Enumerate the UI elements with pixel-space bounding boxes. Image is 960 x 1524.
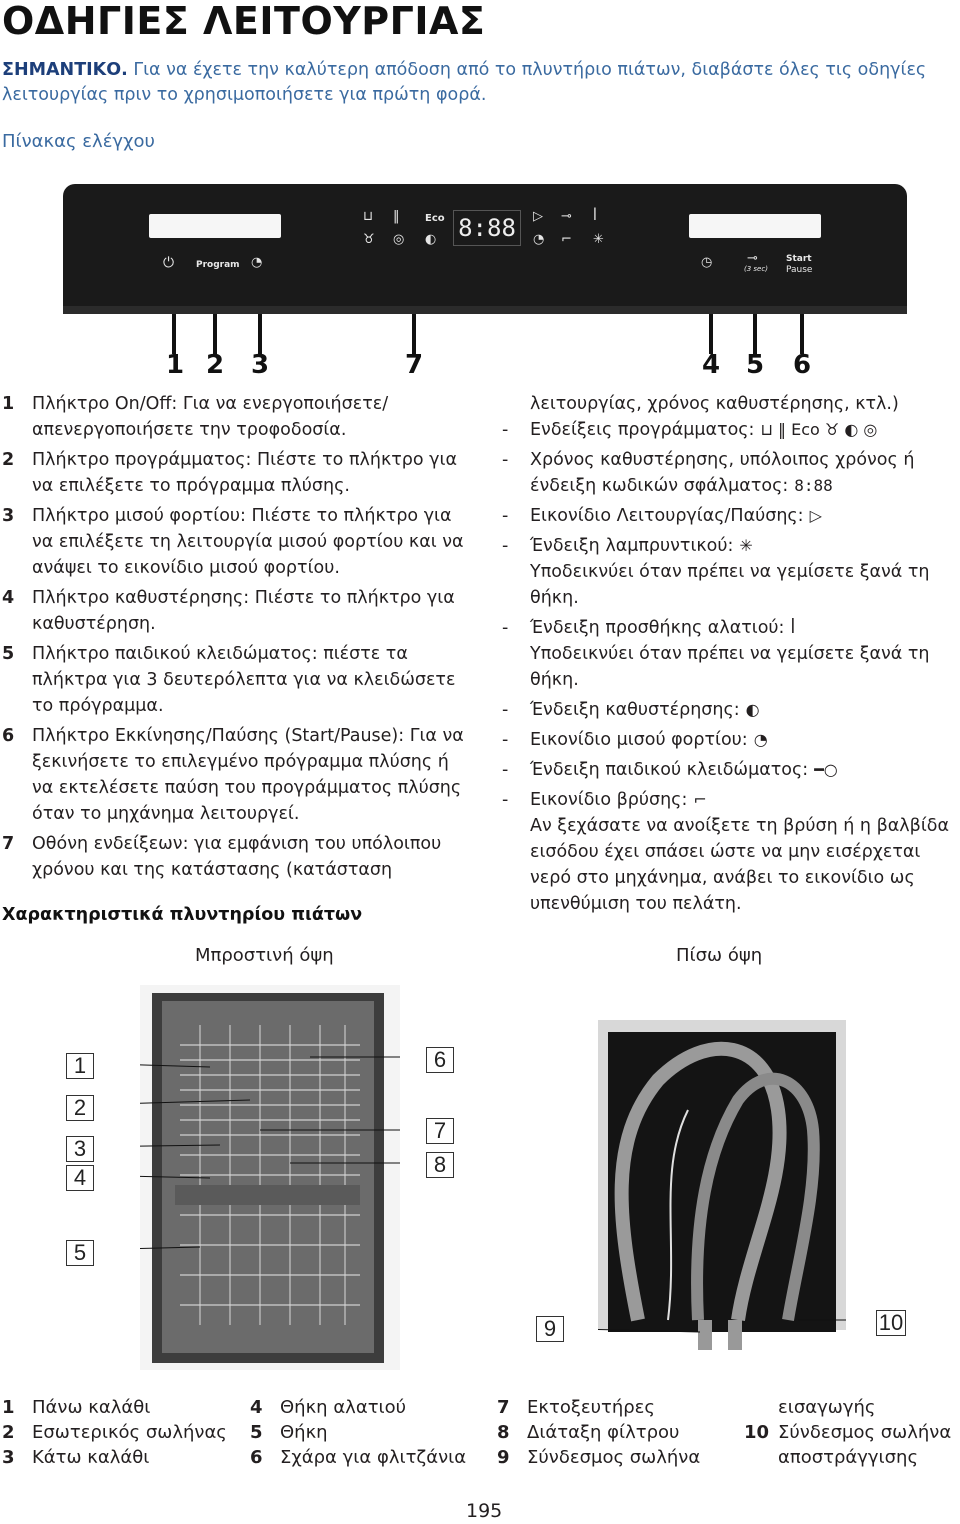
half-load-icon: ◔ [251, 255, 263, 270]
tap-icon: ⌐ [561, 232, 572, 247]
control-panel-image [63, 184, 907, 314]
callout-line-7 [412, 314, 416, 354]
display-digits: 8:88 [453, 210, 521, 246]
legend-item: 1 Πάνω καλάθι [2, 1397, 151, 1418]
front-tag-5: 5 [66, 1240, 94, 1266]
right-items-list [500, 391, 958, 921]
back-tag-10: 10 [876, 1310, 906, 1336]
legend-col-4 [744, 1395, 951, 1470]
front-tag-8: 8 [426, 1152, 454, 1178]
start-label: Start [786, 254, 812, 264]
front-view-label: Μπροστινή όψη [195, 945, 334, 966]
intro-paragraph [2, 58, 942, 108]
callout-line-1 [172, 314, 176, 354]
child-lock-icon: ━○ [814, 760, 838, 779]
front-tag-7: 7 [426, 1118, 454, 1144]
list-item: - Ένδειξη λαμπρυντικού: ✳ Υποδεικνύει όταν πρέπει να γεμίσετε ξανά τη θήκη. [500, 533, 958, 611]
list-item: 2 Πλήκτρο προγράμματος: Πιέστε το πλήκτρο για να επιλέξετε το πρόγραμμα πλύσης. [2, 450, 457, 496]
callout-2: 2 [206, 350, 225, 380]
legend-col-1 [2, 1395, 227, 1470]
callout-line-3 [258, 314, 262, 354]
digits-icon: 8:88 [794, 476, 833, 495]
list-item: 4 Πλήκτρο καθυστέρησης: Πιέστε το πλήκτρο για καθυστέρηση. [2, 588, 455, 634]
callout-line-6 [800, 314, 804, 354]
child-lock-icon: ⊸ [561, 209, 572, 224]
list-item: - Ένδειξη καθυστέρησης: ◐ [500, 697, 958, 723]
half-load-indicator-icon: ◔ [533, 232, 545, 247]
salt-icon: ꟾ [593, 209, 597, 224]
half-load-icon: ◔ [753, 730, 768, 749]
legend-item: 4 Θήκη αλατιού [250, 1397, 407, 1418]
callout-1: 1 [166, 350, 185, 380]
features-heading: Χαρακτηριστικά πλυντηρίου πιάτων [2, 905, 363, 925]
salt-icon: ꟾ [790, 618, 796, 637]
callout-3: 3 [251, 350, 270, 380]
continuation-text: λειτουργίας, χρόνος καθυστέρησης, κτλ.) [530, 394, 899, 414]
glass-icon: ♉ [363, 232, 375, 247]
list-item: - Ενδείξεις προγράμματος: ⊔ ‖ Eco ♉ ◐ ◎ [500, 417, 958, 443]
rapid-icon: ◎ [393, 232, 405, 247]
control-panel-heading: Πίνακας ελέγχου [2, 131, 155, 152]
legend-item: 8 Διάταξη φίλτρου [497, 1422, 680, 1443]
list-item: 7 Οθόνη ενδείξεων: για εμφάνιση του υπόλοιπου χρόνου και της κατάστασης (κατάσταση [2, 834, 442, 880]
legend-item: 5 Θήκη [250, 1422, 328, 1443]
back-tag-9: 9 [536, 1316, 564, 1342]
list-item: - Χρόνος καθυστέρησης, υπόλοιπος χρόνος ή ένδειξη κωδικών σφάλματος: 8:88 [500, 447, 958, 499]
legend-item: 6 Σχάρα για φλιτζάνια [250, 1447, 467, 1468]
legend-item: 7 Εκτοξευτήρες [497, 1397, 655, 1418]
callout-line-5 [753, 314, 757, 354]
play-icon: ▷ [533, 209, 543, 224]
front-view-image [140, 985, 400, 1370]
pause-label: Pause [786, 265, 813, 275]
pot-icon: ⊔ [363, 209, 374, 224]
delay-icon: ◷ [701, 255, 713, 270]
back-view-image [598, 1020, 846, 1360]
right-display-strip [689, 214, 821, 238]
legend-item: εισαγωγής [778, 1397, 876, 1418]
page-number: 195 [466, 1500, 503, 1522]
legend-item: 9 Σύνδεσμος σωλήνα [497, 1447, 701, 1468]
program-button-label: Program [196, 260, 240, 270]
rinse-aid-icon: ✳ [739, 536, 753, 555]
important-label: ΣΗΜΑΝΤΙΚΟ. [2, 60, 128, 80]
legend-item: αποστράγγισης [778, 1447, 919, 1468]
list-item: - Ένδειξη παιδικού κλειδώματος: ━○ [500, 757, 958, 783]
callout-6: 6 [793, 350, 812, 380]
left-display-strip [149, 214, 281, 238]
lock-duration-label: (3 sec) [744, 265, 768, 273]
list-item: - Εικονίδιο μισού φορτίου: ◔ [500, 727, 958, 753]
front-tag-1: 1 [66, 1053, 94, 1079]
key-icon: ⊸ [747, 251, 758, 266]
front-tag-6: 6 [426, 1047, 454, 1073]
plates-icon: ‖ [393, 209, 400, 224]
list-item: - Εικονίδιο βρύσης: ⌐ Αν ξεχάσατε να ανοίξετε τη βρύση ή η βαλβίδα εισόδου έχει σπάσει ώστε να μην εισέρχεται νερό στο μηχάνημα, ανάβει το εικονίδιο ως υπενθύμιση του πελάτη. [500, 787, 958, 917]
list-item: 3 Πλήκτρο μισού φορτίου: Πιέστε το πλήκτρο για να επιλέξετε τη λειτουργία μισού φορτίου και να ανάψει το εικονίδιο μισού φορτίου. [2, 506, 464, 578]
back-view-label: Πίσω όψη [676, 945, 763, 966]
left-items-list [2, 391, 464, 887]
prewash-icon: ◐ [425, 232, 437, 247]
power-icon: ⏻ [163, 255, 175, 271]
tap-icon: ⌐ [693, 790, 707, 809]
legend-col-3 [497, 1395, 700, 1470]
callout-line-2 [213, 314, 217, 354]
program-icons: ⊔ ‖ Eco ♉ ◐ ◎ [760, 420, 878, 439]
callout-4: 4 [702, 350, 721, 380]
legend-col-2 [250, 1395, 466, 1470]
front-tag-3: 3 [66, 1136, 94, 1162]
list-item: - Εικονίδιο Λειτουργίας/Παύσης: ▷ [500, 503, 958, 529]
list-item: 6 Πλήκτρο Εκκίνησης/Παύσης (Start/Pause): Για να ξεκινήσετε το επιλεγμένο πρόγραμμα πλύσης ή να εκτελέσετε παύση του προγράμματος πλύσης όταν το μηχάνημα λειτουργεί. [2, 726, 464, 824]
callout-7: 7 [405, 350, 424, 380]
delay-icon: ◐ [745, 700, 760, 719]
play-icon: ▷ [809, 506, 822, 525]
legend-item: 2 Εσωτερικός σωλήνας [2, 1422, 227, 1443]
eco-icon: Eco [425, 213, 445, 224]
page-title: ΟΔΗΓΙΕΣ ΛΕΙΤΟΥΡΓΙΑΣ [2, 0, 486, 43]
list-item: 5 Πλήκτρο παιδικού κλειδώματος: πιέστε τα πλήκτρα για 3 δευτερόλεπτα για να κλειδώσετε το πρόγραμμα. [2, 644, 456, 716]
rinse-aid-icon: ✳ [593, 232, 604, 247]
front-tag-4: 4 [66, 1165, 94, 1191]
front-tag-2: 2 [66, 1095, 94, 1121]
intro-text: Για να έχετε την καλύτερη απόδοση από το πλυντήριο πιάτων, διαβάστε όλες τις οδηγίες λειτουργίας πριν το χρησιμοποιήσετε για πρώτη φορά. [2, 60, 927, 105]
legend-item: 10 Σύνδεσμος σωλήνα [744, 1422, 952, 1443]
list-item: - Ένδειξη προσθήκης αλατιού: ꟾ Υποδεικνύει όταν πρέπει να γεμίσετε ξανά τη θήκη. [500, 615, 958, 693]
callout-5: 5 [746, 350, 765, 380]
callout-line-4 [709, 314, 713, 354]
legend-item: 3 Κάτω καλάθι [2, 1447, 150, 1468]
list-item: 1 Πλήκτρο On/Off: Για να ενεργοποιήσετε/ απενεργοποιήσετε την τροφοδοσία. [2, 394, 389, 440]
